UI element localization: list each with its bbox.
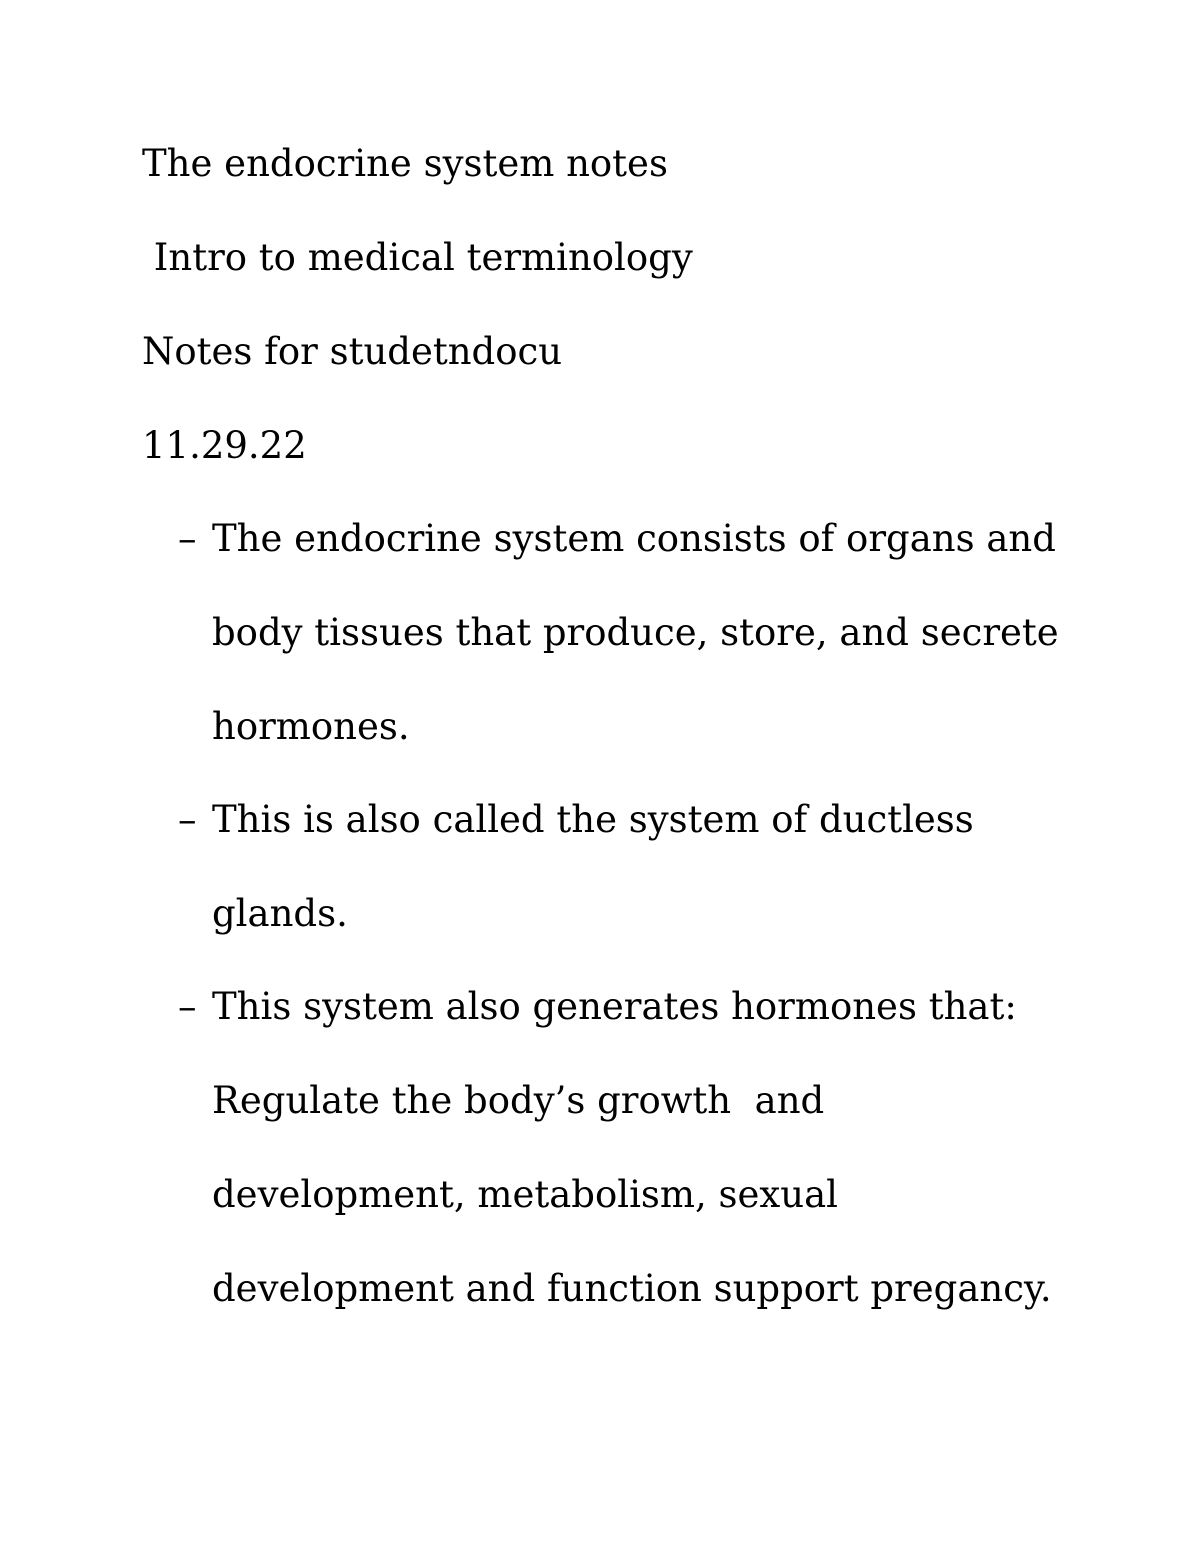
bullet-text-line: This is also called the system of ductless <box>212 798 974 841</box>
bullet-text-line: body tissues that produce, store, and secrete <box>212 611 1059 654</box>
document-title: The endocrine system notes <box>142 142 668 185</box>
notes-date: 11.29.22 <box>142 424 307 467</box>
bullet-dash: – <box>178 985 197 1028</box>
bullet-text-line: hormones. <box>212 705 410 748</box>
bullet-dash: – <box>178 798 197 841</box>
bullet-text-line: development, metabolism, sexual <box>212 1173 838 1216</box>
bullet-text-line: This system also generates hormones that: <box>212 985 1017 1028</box>
course-name: Intro to medical terminology <box>142 236 693 279</box>
bullet-dash: – <box>178 517 197 560</box>
bullet-text-line: Regulate the body’s growth and <box>212 1079 825 1122</box>
notes-source: Notes for studetndocu <box>142 330 563 373</box>
bullet-text-line: glands. <box>212 892 348 935</box>
bullet-text-line: development and function support pregancy. <box>212 1267 1052 1310</box>
bullet-text-line: The endocrine system consists of organs and <box>212 517 1056 560</box>
